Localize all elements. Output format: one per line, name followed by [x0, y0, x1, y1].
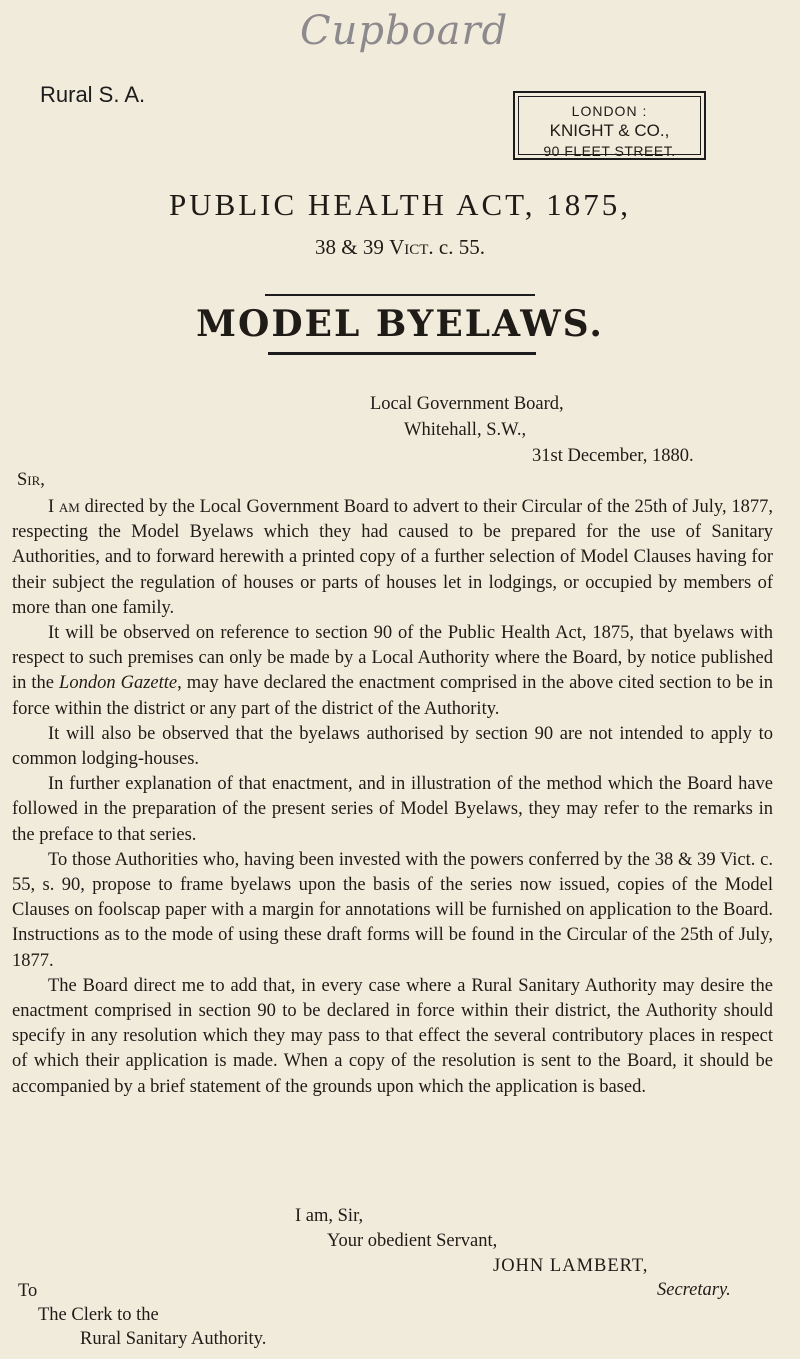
dateline-office: Local Government Board, — [370, 394, 564, 414]
paragraph-2 — [12, 621, 773, 722]
publisher-name: KNIGHT & CO., — [549, 121, 670, 140]
letter-body — [12, 495, 773, 1100]
publisher-street: 90 FLEET STREET. — [543, 143, 676, 159]
divider-top — [265, 294, 535, 296]
paragraph-6: The Board direct me to add that, in every case where a Rural Sanitary Authority may desire the enactment comprised in section 90 to be declared in force within their district, the Authority should specify in any resolution which they may pass to that effect the several contributory places in respect of which their application is made. When a copy of the resolution is sent to the Board, it should be accompanied by a brief statement of the grounds upon which the application is based. — [12, 975, 773, 1097]
p1-am: am — [58, 497, 80, 517]
closing-line-1: I am, Sir, — [295, 1206, 364, 1226]
dateline-date: 31st December, 1880. — [532, 446, 694, 466]
signatory-name: JOHN LAMBERT, — [493, 1256, 649, 1276]
addressee-line-2: Rural Sanitary Authority. — [80, 1329, 267, 1349]
london-gazette: London Gazette — [59, 673, 178, 694]
publisher-city: LONDON : — [571, 103, 648, 119]
subtitle-prefix: 38 & 39 — [315, 235, 390, 259]
handwritten-note: Cupboard — [300, 8, 509, 54]
p1-start: I — [48, 497, 59, 517]
publisher-box — [513, 91, 706, 160]
paragraph-5: To those Authorities who, having been invested with the powers conferred by the 38 & 39 Vict. c. 55, s. 90, propose to frame byelaws upon the basis of the series now issued, copies of the Model Clauses on foolscap paper with a margin for annotations will be furnished on application to the Board. Instructions as to the mode of using these draft forms will be found in the Circular of the 25th of July, 1877. — [12, 849, 773, 971]
signatory-title: Secretary. — [657, 1280, 731, 1300]
paragraph-3: It will also be observed that the byelaws authorised by section 90 are not intended to apply to common lodging-houses. — [12, 723, 773, 770]
document-heading: MODEL BYELAWS. — [196, 303, 604, 345]
dateline-address: Whitehall, S.W., — [404, 420, 527, 440]
p1-rest: directed by the Local Government Board to advert to their Circular of the 25th of July, 1877, respecting the Model Byelaws which they had caused to be prepared for the use of Sanitary Authorities, and to forward herewith a printed copy of a further selection of Model Clauses having for their subject the regulation of houses or parts of houses let in lodgings, or occupied by members of more than one family. — [12, 497, 773, 618]
divider-bottom — [268, 352, 536, 355]
addressee-to: To — [18, 1281, 38, 1301]
document-title: PUBLIC HEALTH ACT, 1875, — [168, 187, 632, 222]
paragraph-1 — [12, 495, 773, 621]
salutation: Sir, — [17, 470, 45, 490]
corner-label: Rural S. A. — [40, 82, 146, 107]
addressee-line-1: The Clerk to the — [38, 1305, 159, 1325]
p2-start: It will be observed on reference to section 90 of the Public Health Act, 1875, that byelaws with respect to such premises can only be made by a Local Authority where the Board, by notice published in the — [12, 623, 773, 694]
subtitle-suffix: c. 55. — [433, 235, 485, 259]
closing-line-2: Your obedient Servant, — [327, 1231, 498, 1251]
paragraph-4: In further explanation of that enactment, and in illustration of the method which the Board have followed in the preparation of the present series of Model Byelaws, they may refer to the remarks in the preface to that series. — [12, 774, 773, 845]
p2-end: , may have declared the enactment comprised in the above cited section to be in force within the district or any part of the district of the Authority. — [12, 673, 773, 719]
document-subtitle — [0, 235, 800, 260]
subtitle-vict: Vict. — [389, 235, 434, 259]
